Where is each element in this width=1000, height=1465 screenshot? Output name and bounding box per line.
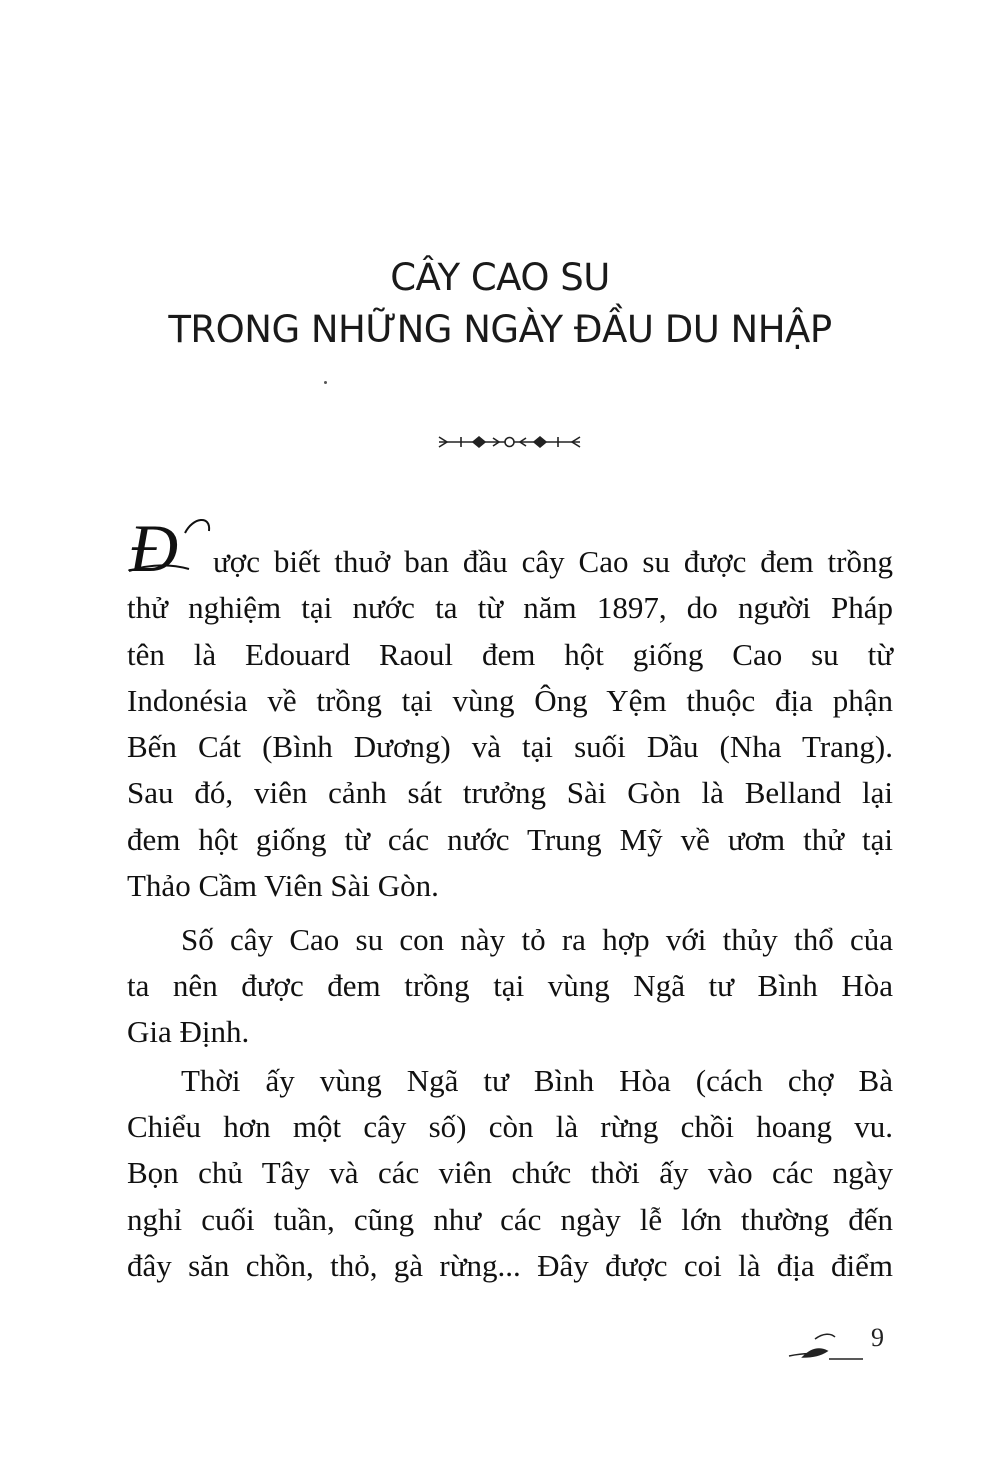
folio-ornament-icon xyxy=(785,1327,865,1367)
dropcap-letter xyxy=(127,513,213,583)
text-line: Sau đó, viên cảnh sát trưởng Sài Gòn là Belland lại xyxy=(127,775,893,810)
text-line: đem hột giống từ các nước Trung Mỹ về ươm thử tại xyxy=(127,822,893,857)
dropcap-glyph: Đ xyxy=(129,513,179,583)
text-line: nghỉ cuối tuần, cũng như các ngày lễ lớn thường đến xyxy=(127,1202,893,1237)
text-line: đây săn chồn, thỏ, gà rừng... Đây được coi là địa điểm xyxy=(127,1248,893,1283)
chapter-title-line-1: CÂY CAO SU xyxy=(390,256,610,299)
text-line: Gia Định. xyxy=(127,1014,250,1049)
text-line: thử nghiệm tại nước ta từ năm 1897, do người Pháp xyxy=(127,590,893,625)
text-line: tên là Edouard Raoul đem hột giống Cao su từ xyxy=(127,637,893,672)
chapter-title-line-2: TRONG NHỮNG NGÀY ĐẦU DU NHẬP xyxy=(168,308,832,351)
text-line: Thời ấy vùng Ngã tư Bình Hòa (cách chợ Bà xyxy=(181,1063,893,1098)
text-line: Indonésia về trồng tại vùng Ông Yệm thuộc địa phận xyxy=(127,683,893,718)
text-line: ược biết thuở ban đầu cây Cao su được đem trồng xyxy=(213,544,893,579)
print-speck xyxy=(324,381,327,384)
text-line: Thảo Cầm Viên Sài Gòn. xyxy=(127,868,439,903)
ornament-divider-icon xyxy=(437,432,582,452)
text-line: ta nên được đem trồng tại vùng Ngã tư Bình Hòa xyxy=(127,968,893,1003)
text-line: Bọn chủ Tây và các viên chức thời ấy vào các ngày xyxy=(127,1155,893,1190)
text-line: Chiểu hơn một cây số) còn là rừng chồi hoang vu. xyxy=(127,1109,893,1144)
page-number: 9 xyxy=(871,1323,884,1352)
text-line: Bến Cát (Bình Dương) và tại suối Dầu (Nha Trang). xyxy=(127,729,893,764)
text-line: Số cây Cao su con này tỏ ra hợp với thủy thổ của xyxy=(181,922,893,957)
